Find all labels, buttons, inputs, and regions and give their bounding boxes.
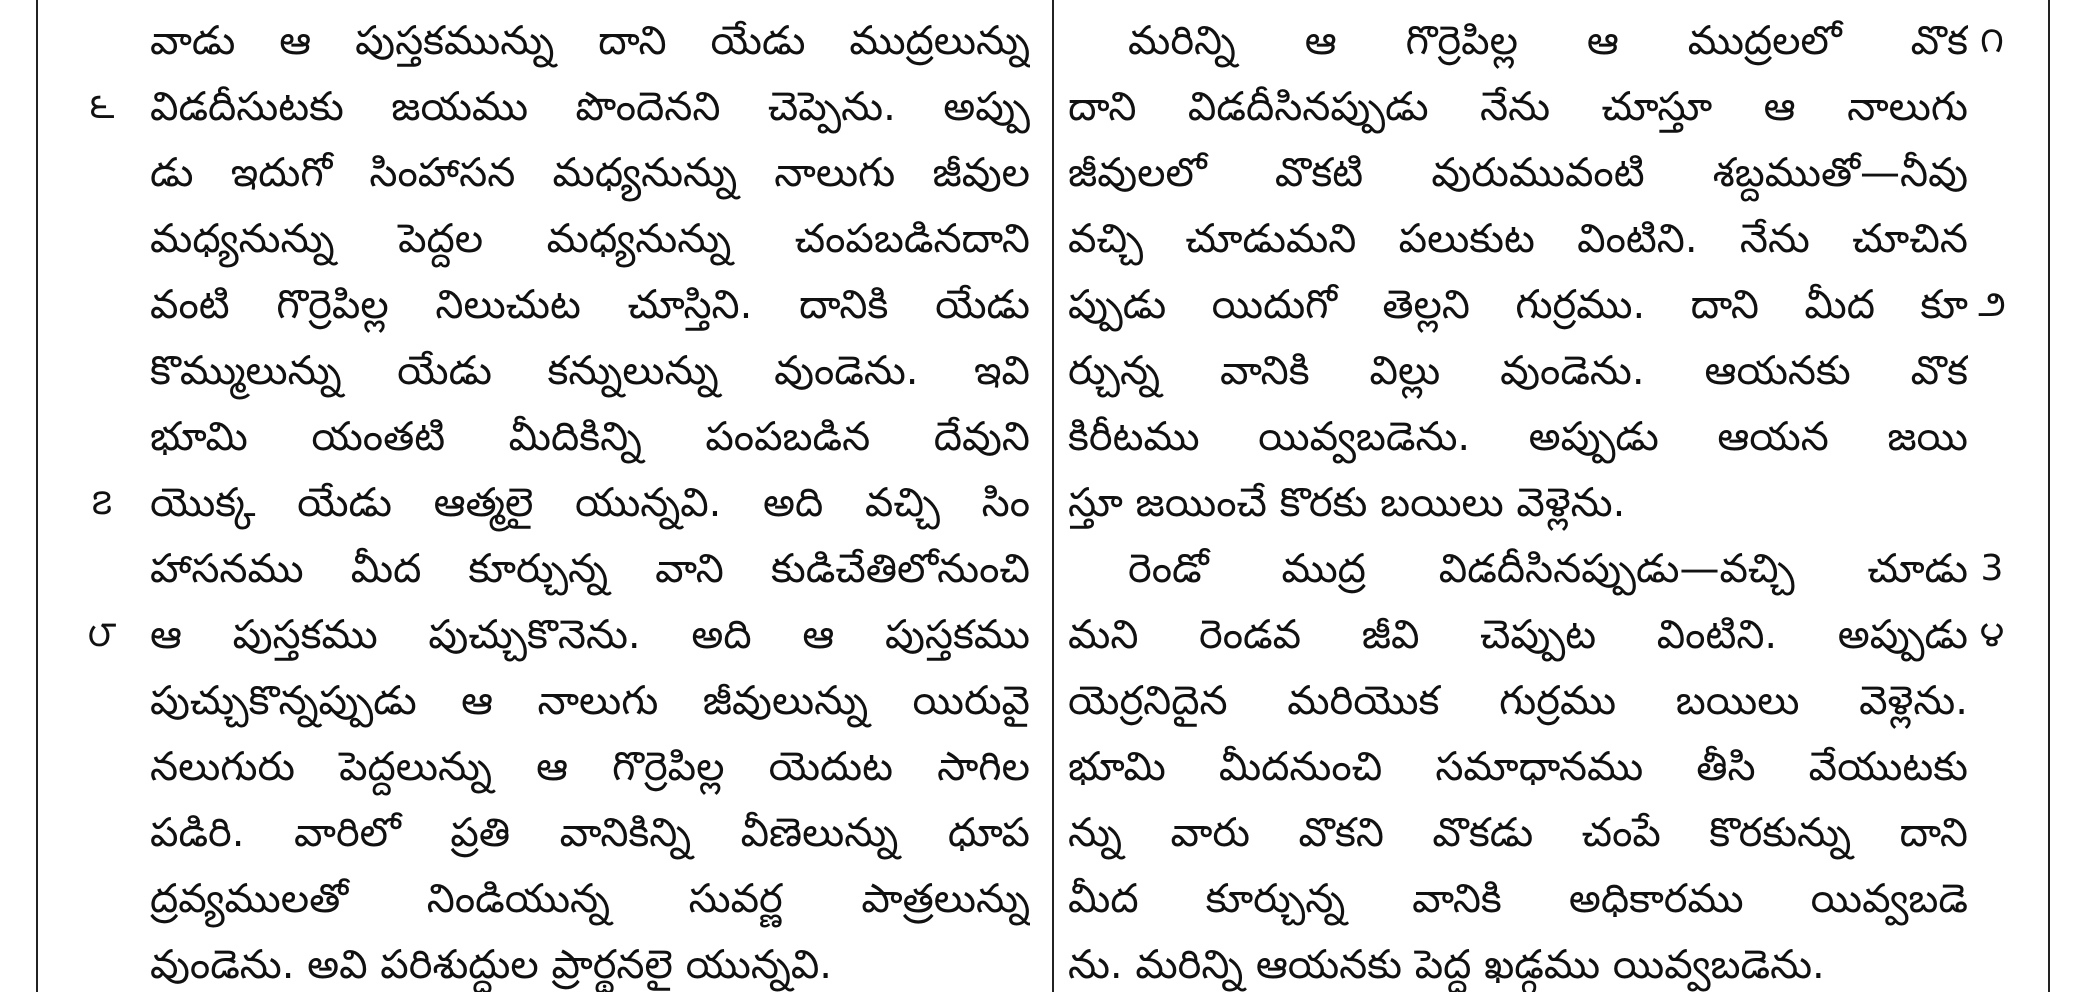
- text-line: ప్పుడు యిదుగో తెల్లని గుర్రము. దాని మీద కూ: [1068, 282, 1968, 328]
- text-line: పడిరి. వారిలో ప్రతి వానికిన్ని వీణెలున్ను ధూప: [150, 810, 1030, 856]
- text-line: ద్రవ్యములతో నిండియున్న సువర్ణ పాత్రలున్ను: [150, 876, 1030, 922]
- text-line: వాడు ఆ పుస్తకమున్ను దాని యేడు ముద్రలున్ను: [150, 18, 1030, 64]
- text-line: మని రెండవ జీవి చెప్పుట వింటిని. అప్పుడు: [1068, 612, 1968, 658]
- text-line: ను. మరిన్ని ఆయనకు పెద్ద ఖడ్గము యివ్వబడెను.: [1068, 942, 1825, 988]
- text-line: స్తూ జయించే కొరకు బయిలు వెళ్లెను.: [1068, 480, 1626, 526]
- text-line: మధ్యనున్ను పెద్దల మధ్యనున్ను చంపబడినదాని: [150, 216, 1030, 262]
- text-line: వచ్చి చూడుమని పలుకుట వింటిని. నేను చూచిన: [1068, 216, 1968, 262]
- text-line: కొమ్ములున్ను యేడు కన్నులున్ను వుండెను. ఇవి: [150, 348, 1030, 394]
- text-line: యొక్క యేడు ఆత్మలై యున్నవి. అది వచ్చి సిం: [150, 480, 1030, 526]
- text-line: పుచ్చుకొన్నప్పుడు ఆ నాలుగు జీవులున్ను యిరువై: [150, 678, 1030, 724]
- text-line: డు ఇదుగో సింహాసన మధ్యనున్ను నాలుగు జీవుల: [150, 150, 1030, 196]
- text-line: వంటి గొర్రెపిల్ల నిలుచుట చూస్తిని. దానికి యేడు: [150, 282, 1030, 328]
- text-line: వుండెను. అవి పరిశుద్ధుల ప్రార్థనలై యున్నవి.: [150, 942, 832, 988]
- verse-number: ౧: [1980, 20, 2004, 61]
- right-margin-rule: [2048, 0, 2050, 992]
- text-line: హాసనము మీద కూర్చున్న వాని కుడిచేతిలోనుంచి: [150, 546, 1030, 592]
- left-margin-rule: [36, 0, 38, 992]
- verse-number: 3: [1980, 548, 2004, 589]
- verse-number: ౮: [87, 614, 117, 655]
- text-line: భూమి యంతటి మీదికిన్ని పంపబడిన దేవుని: [150, 414, 1030, 460]
- text-line: రెండో ముద్ర విడదీసినప్పుడు—వచ్చి చూడు: [1128, 546, 1968, 592]
- text-line: జీవులలో వొకటి వురుమువంటి శబ్దముతో—నీవు: [1068, 150, 1968, 196]
- text-line: భూమి మీదనుంచి సమాధానము తీసి వేయుటకు: [1068, 744, 1968, 790]
- text-line: కిరీటము యివ్వబడెను. అప్పుడు ఆయన జయి: [1068, 414, 1968, 460]
- verse-number: ౬: [89, 86, 115, 127]
- verse-number: ౪: [1979, 614, 2005, 655]
- text-line: ర్చున్న వానికి విల్లు వుండెను. ఆయనకు వొక: [1068, 348, 1968, 394]
- text-line: న్ను వారు వొకని వొకడు చంపే కొరకున్ను దాని: [1068, 810, 1968, 856]
- text-line: యెర్రనిదైన మరియొక గుర్రము బయిలు వెళ్లెను.: [1068, 678, 1968, 724]
- column-divider-rule: [1052, 0, 1054, 992]
- text-line: ఆ పుస్తకము పుచ్చుకొనెను. అది ఆ పుస్తకము: [150, 612, 1030, 658]
- text-line: మరిన్ని ఆ గొర్రెపిల్ల ఆ ముద్రలలో వొక: [1128, 18, 1968, 64]
- text-line: దాని విడదీసినప్పుడు నేను చూస్తూ ఆ నాలుగు: [1068, 84, 1968, 130]
- text-line: నలుగురు పెద్దలున్ను ఆ గొర్రెపిల్ల యెదుట సాగిల: [150, 744, 1030, 790]
- text-line: మీద కూర్చున్న వానికి అధికారము యివ్వబడె: [1068, 876, 1968, 922]
- verse-number: ౭: [91, 482, 113, 523]
- verse-number: ౨: [1978, 284, 2006, 325]
- text-line: విడదీసుటకు జయము పొందెనని చెప్పెను. అప్పు: [150, 84, 1030, 130]
